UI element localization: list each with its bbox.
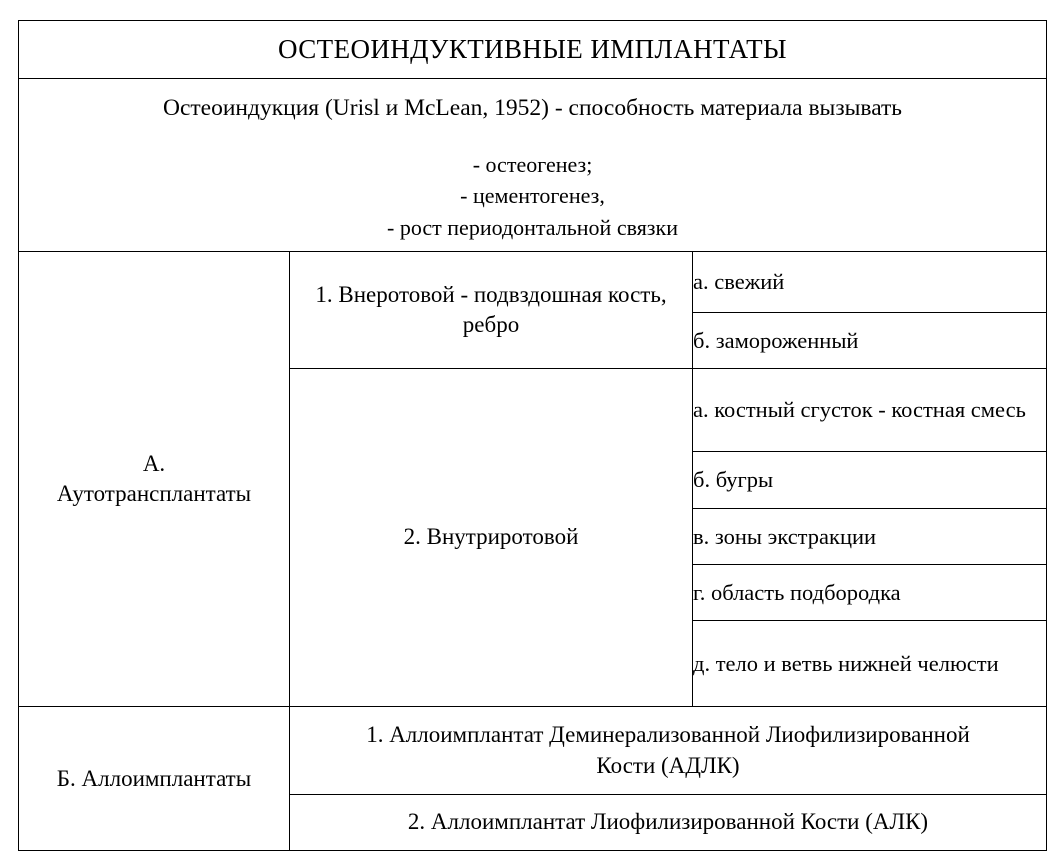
type-extraoral-frozen: б. замороженный bbox=[693, 313, 1047, 369]
source-label-extraoral bbox=[290, 252, 693, 369]
allograft-entry-dfdba bbox=[290, 707, 1047, 795]
type-intraoral-chin: г. область подбородка bbox=[693, 565, 1047, 621]
source-label-intraoral-line1: 2. Внутриротовой bbox=[403, 524, 579, 550]
type-intraoral-mandible: д. тело и ветвь нижней челюсти bbox=[693, 621, 1047, 707]
definition-lead-text: Остеоиндукция (Urisl и McLean, 1952) - способность материала вызывать bbox=[162, 95, 903, 122]
type-intraoral-tuberosity: б. бугры bbox=[693, 452, 1047, 509]
definition-list-item: - цементогенез, bbox=[460, 183, 605, 209]
allograft-entry-fdba-line1: 2. Аллоимплантат Лиофилизированной Кости (АЛК) bbox=[407, 809, 929, 835]
source-label-extraoral-line1: 1. Внеротовой - подвздошная bbox=[315, 281, 603, 307]
table-row-title bbox=[19, 21, 1047, 79]
group-label-allografts bbox=[19, 707, 290, 851]
table-row-definition bbox=[19, 79, 1047, 252]
source-label-intraoral bbox=[290, 369, 693, 707]
type-intraoral-extraction-sites: в. зоны экстракции bbox=[693, 509, 1047, 565]
definition-list-item: - остеогенез; bbox=[472, 152, 593, 178]
osteoinductive-implants-table bbox=[18, 20, 1047, 851]
definition-cell bbox=[19, 79, 1047, 252]
table-row-allograft-dfdba bbox=[19, 707, 1047, 795]
source-label-extraoral-line2: кость, ребро bbox=[462, 281, 667, 337]
allograft-entry-dfdba-line1: 1. Аллоимплантат Деминерализованной Лиофилизированной bbox=[366, 722, 970, 748]
group-label-autografts-line2: Аутотрансплантаты bbox=[56, 481, 252, 506]
allograft-entry-dfdba-line2: Кости (АДЛК) bbox=[596, 752, 740, 778]
allograft-entry-fdba bbox=[290, 795, 1047, 851]
definition-list bbox=[19, 149, 1046, 243]
type-extraoral-fresh: а. свежий bbox=[693, 252, 1047, 313]
page-title: ОСТЕОИНДУКТИВНЫЕ ИМПЛАНТАТЫ bbox=[19, 21, 1047, 79]
table-row-autograft-extraoral-fresh bbox=[19, 252, 1047, 313]
group-label-autografts bbox=[19, 252, 290, 707]
group-label-allografts-line1: Б. Аллоимплантаты bbox=[56, 765, 252, 791]
definition-list-item: - рост периодонтальной связки bbox=[387, 214, 678, 240]
group-label-autografts-line1: А. bbox=[142, 451, 166, 477]
type-intraoral-bone-clot: а. костный сгусток - костная смесь bbox=[693, 369, 1047, 452]
